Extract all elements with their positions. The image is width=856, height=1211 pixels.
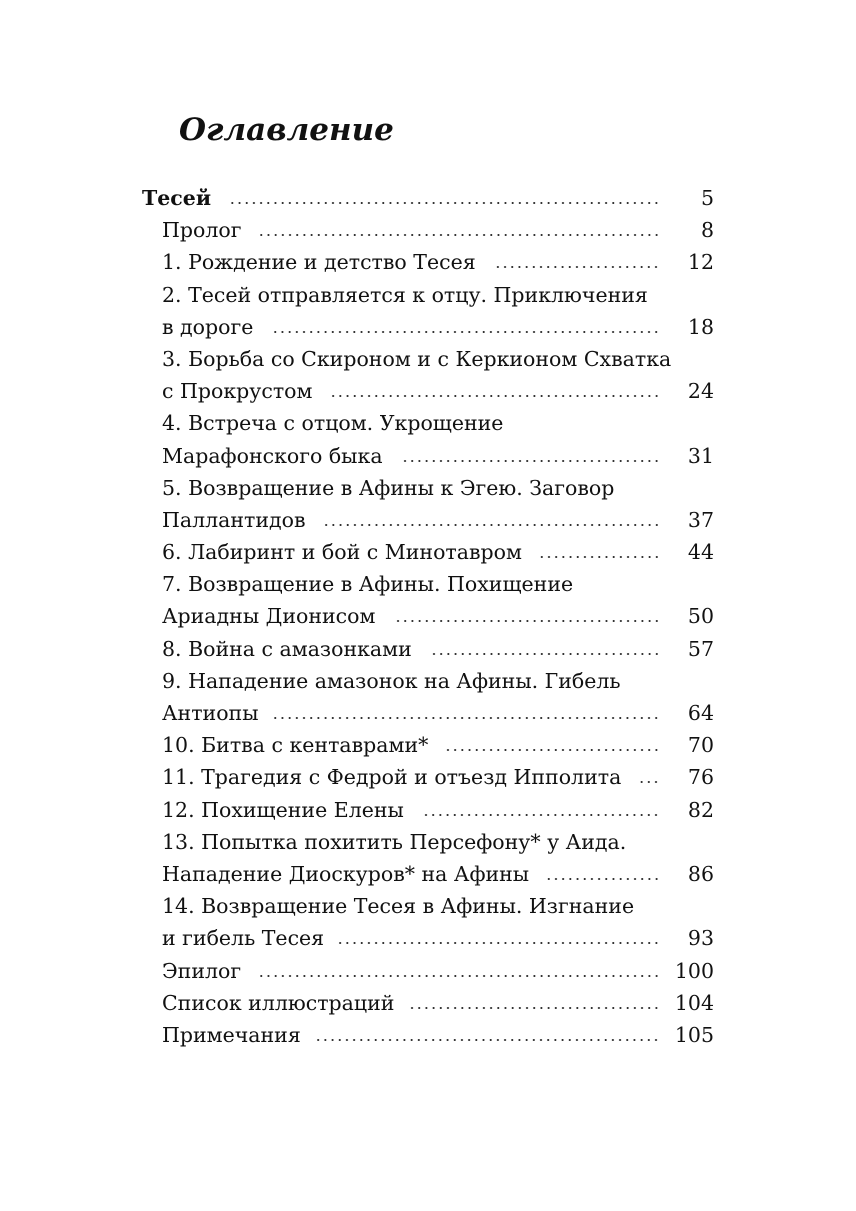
toc-entry-page-number: 100 [674,958,714,983]
toc-entry [0,697,856,729]
toc-entry-page-number: 44 [687,540,714,565]
toc-entry [0,858,856,890]
toc-entry-title: 7. Возвращение в Афины. Похищение [162,572,574,597]
dot-leader [394,618,660,624]
toc-entry-title: 9. Нападение амазонок на Афины. Гибель [162,668,621,693]
toc-entry [0,890,856,922]
toc-entry [0,407,856,439]
toc-entry-title: 6. Лабиринт и бой с Минотавром [162,540,522,565]
toc-entry-title: Ариадны Дионисом [162,604,376,629]
toc-entry [0,279,856,311]
toc-entry-page-number: 12 [687,250,714,275]
toc-entry [0,729,856,761]
toc-entry [0,665,856,697]
toc-entry [0,987,856,1019]
toc-entry-title: 4. Встреча с отцом. Укрощение [162,411,504,436]
toc-entry-title: Список иллюстраций [162,990,395,1015]
toc-entry [0,246,856,278]
toc-entry-title: Нападение Диоскуров* на Афины [162,861,530,886]
toc-entry [0,794,856,826]
dot-leader [401,458,660,464]
toc-entry-page-number: 70 [687,733,714,758]
dot-leader [494,264,660,270]
toc-entry [0,600,856,632]
toc-entry-page-number: 50 [687,604,714,629]
toc-entry-title: Паллантидов [162,507,306,532]
dot-leader [430,651,660,657]
toc-entry-title: с Прокрустом [162,379,313,404]
toc-entry-page-number: 105 [674,1022,714,1047]
toc-entry-page-number: 57 [687,636,714,661]
toc-entry [0,311,856,343]
toc-entry [0,440,856,472]
toc-entry-title: и гибель Тесея [162,926,325,951]
toc-entry [0,214,856,246]
table-of-contents [0,182,856,1051]
toc-entry-title: в дороге [162,314,254,339]
dot-leader [408,1005,660,1011]
dot-leader [538,554,660,560]
toc-entry-title: 13. Попытка похитить Персефону* у Аида. [162,829,627,854]
dot-leader [257,973,660,979]
toc-entry [0,1019,856,1051]
toc-entry-title: Марафонского быка [162,443,383,468]
dot-leader [271,715,660,721]
toc-entry-title: Эпилог [162,958,242,983]
toc-entry-page-number: 82 [687,797,714,822]
dot-leader [336,940,660,946]
toc-entry-title: 5. Возвращение в Афины к Эгею. Заговор [162,475,615,500]
toc-entry [0,343,856,375]
toc-entry-page-number: 5 [700,186,714,210]
toc-entry-page-number: 93 [687,926,714,951]
toc-entry-title: 10. Битва с кентаврами* [162,733,429,758]
toc-entry-page-number: 31 [687,443,714,468]
toc-entry [0,504,856,536]
toc-entry-page-number: 86 [687,861,714,886]
toc-entry-title: Примечания [162,1022,301,1047]
toc-entry [0,472,856,504]
toc-entry [0,922,856,954]
toc-entry [0,568,856,600]
dot-leader [545,876,660,882]
toc-entry [0,826,856,858]
toc-entry-title: 3. Борьба со Скироном и с Керкионом Схватка [162,346,672,371]
dot-leader [322,522,660,528]
toc-entry-title: 1. Рождение и детство Тесея [162,250,476,275]
toc-entry [0,536,856,568]
toc-entry-title: 11. Трагедия с Федрой и отъезд Ипполита [162,765,622,790]
dot-leader [329,393,660,399]
dot-leader [314,1037,660,1043]
dot-leader [257,232,660,238]
toc-entry-page-number: 8 [700,218,714,243]
toc-entry [0,955,856,987]
toc-entry [0,182,856,214]
toc-entry [0,375,856,407]
toc-entry-title: Пролог [162,218,242,243]
dot-leader [422,812,660,818]
dot-leader [271,329,660,335]
toc-entry-page-number: 104 [674,990,714,1015]
toc-entry-title: Тесей [142,186,212,210]
toc-entry-page-number: 24 [687,379,714,404]
dot-leader [444,747,660,753]
toc-entry-page-number: 37 [687,507,714,532]
dot-leader [228,200,660,206]
toc-entry-page-number: 64 [687,701,714,725]
toc-entry-title: 14. Возвращение Тесея в Афины. Изгнание [162,894,635,919]
toc-entry [0,633,856,665]
toc-entry-page-number: 18 [687,314,714,339]
toc-entry-title: Антиопы [162,701,259,725]
toc-entry-title: 12. Похищение Елены [162,797,404,822]
page-title: Оглавление [179,112,394,148]
dot-leader [638,779,660,785]
toc-entry-page-number: 76 [687,765,714,790]
toc-entry [0,761,856,793]
toc-entry-title: 8. Война с амазонками [162,636,412,661]
toc-entry-title: 2. Тесей отправляется к отцу. Приключения [162,282,648,307]
